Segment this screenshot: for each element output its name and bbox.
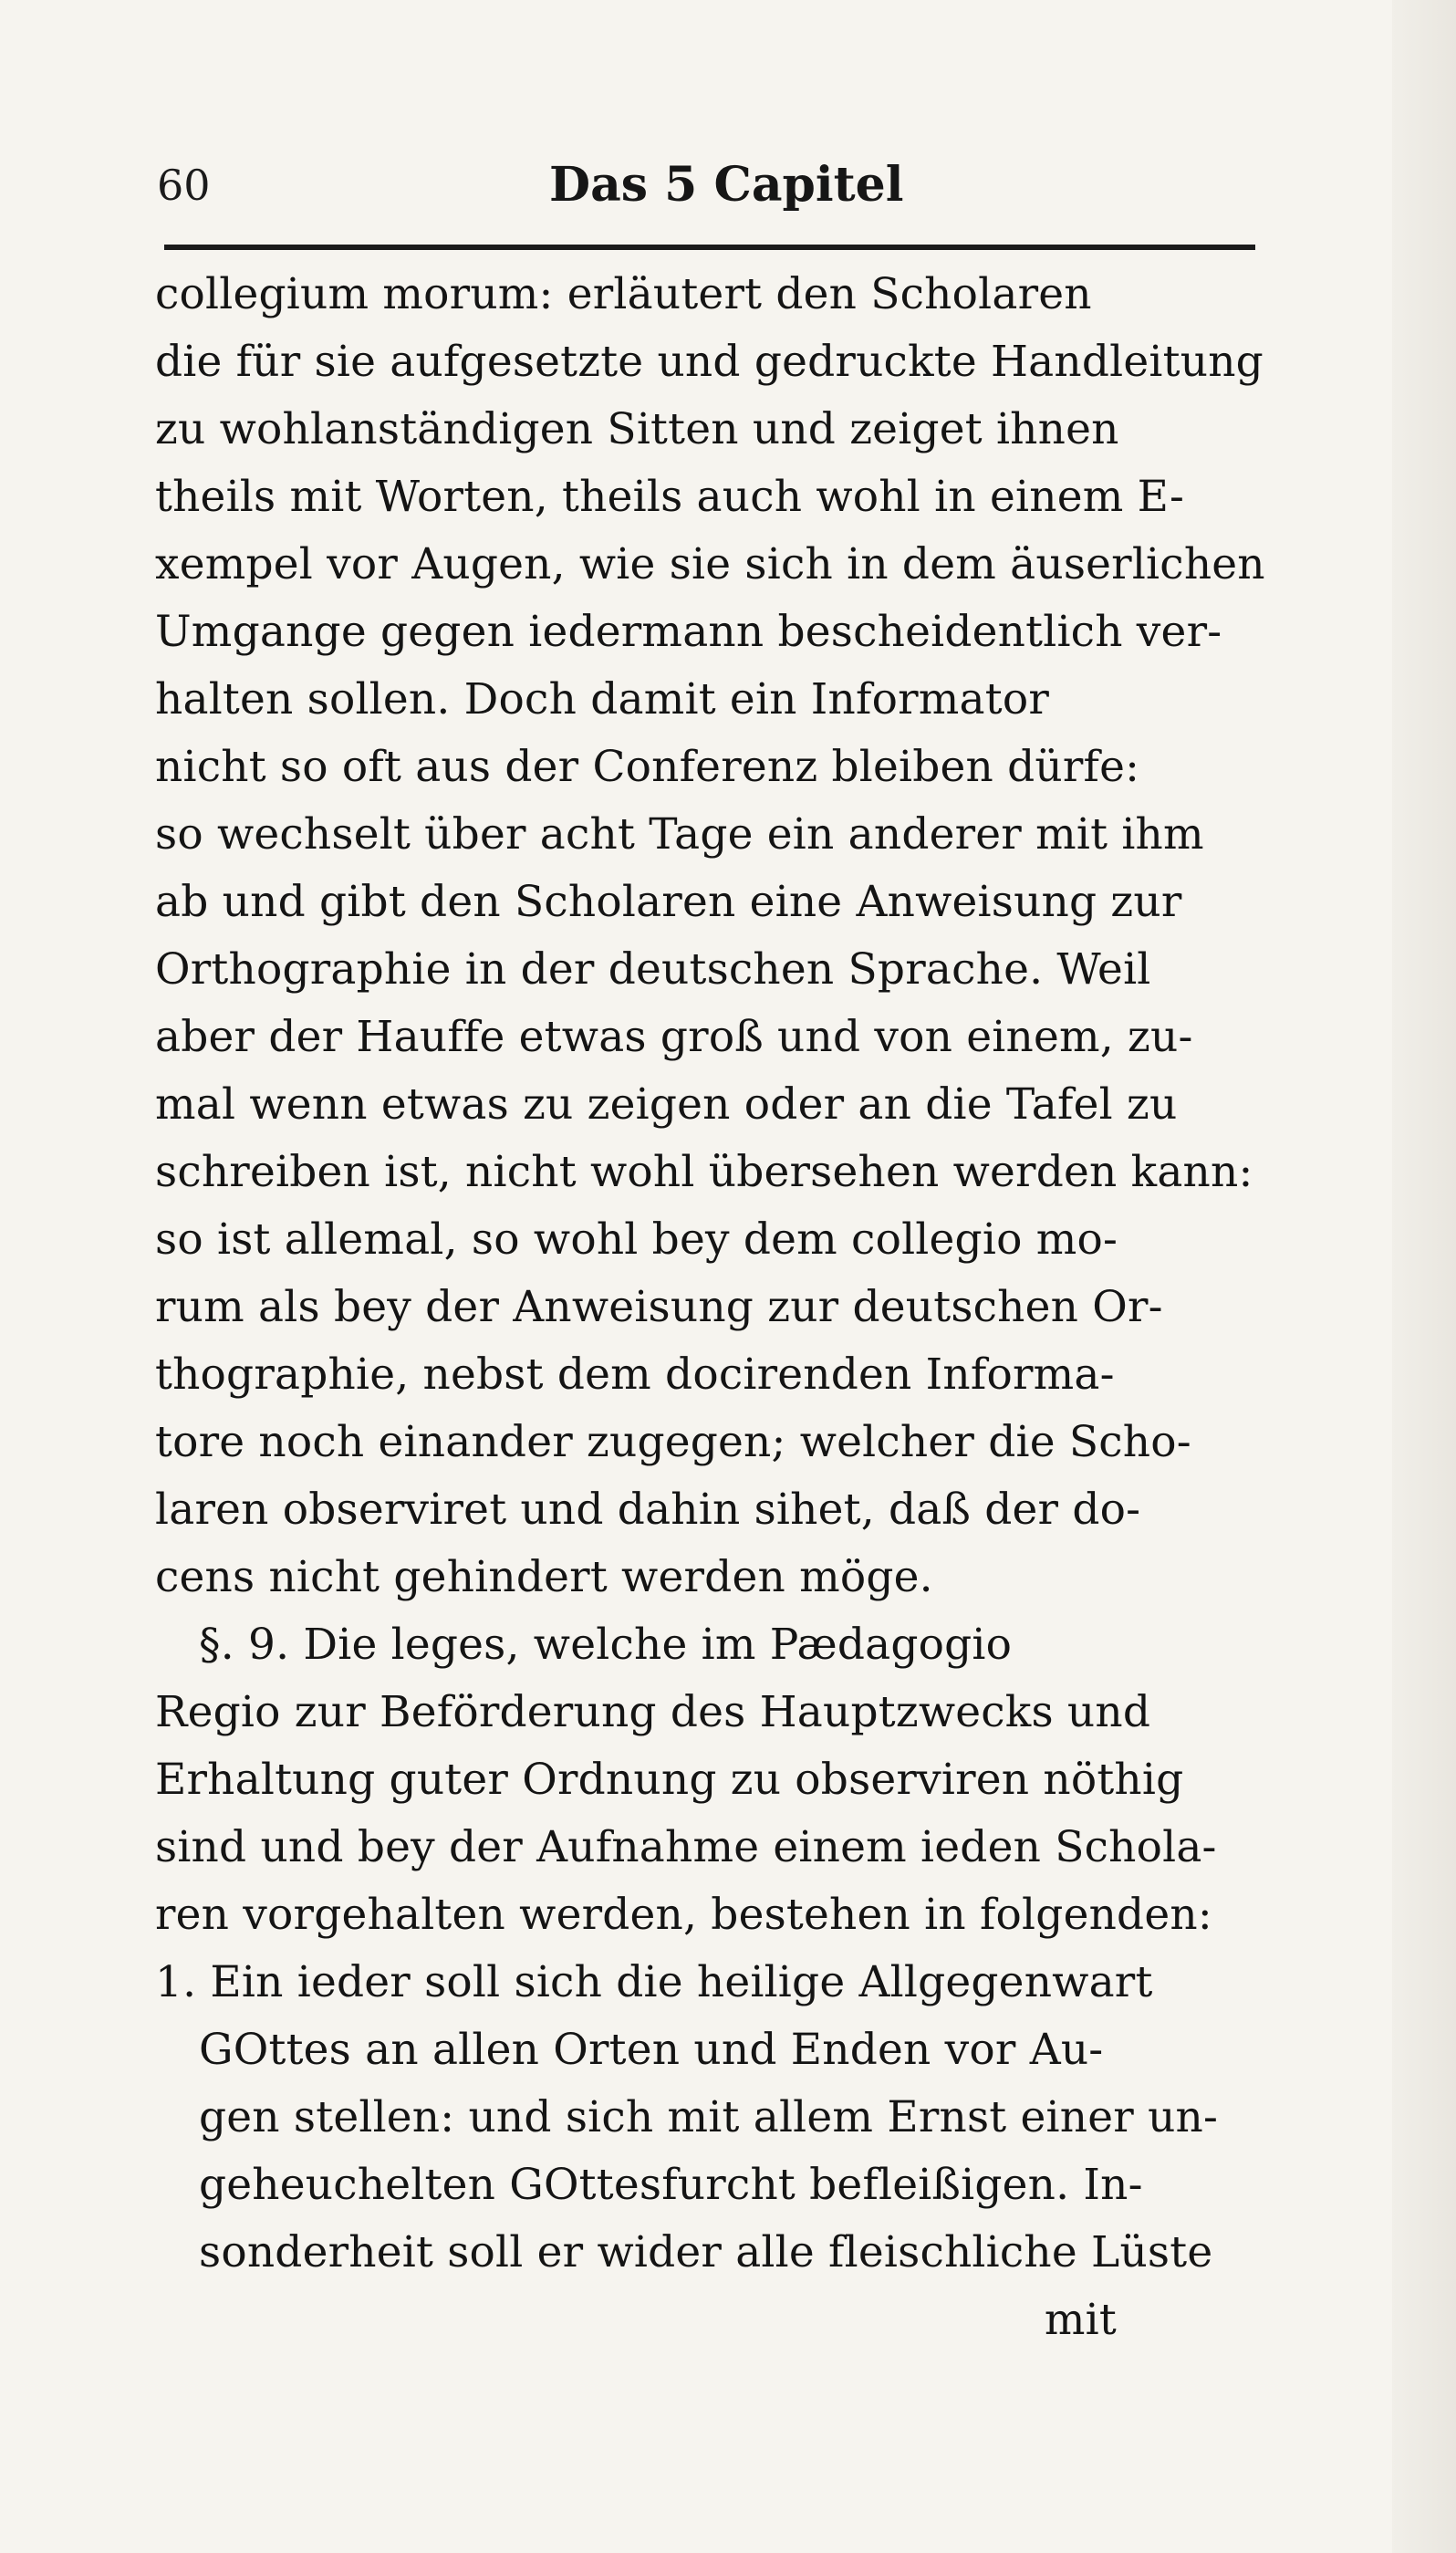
text-line: rum als bey der Anweisung zur deutschen Or- bbox=[155, 1282, 1163, 1332]
page-header bbox=[157, 157, 1261, 221]
text-line: laren observiret und dahin sihet, daß der do- bbox=[155, 1485, 1141, 1535]
text-line: sind und bey der Aufnahme einem ieden Schola- bbox=[155, 1822, 1217, 1872]
page-edge bbox=[1392, 0, 1456, 2553]
text-line: sonderheit soll er wider alle fleischliche Lüste bbox=[199, 2227, 1213, 2277]
catchword: mit bbox=[1044, 2295, 1117, 2345]
text-line: zu wohlanständigen Sitten und zeiget ihnen bbox=[155, 404, 1119, 454]
running-head: Das 5 Capitel bbox=[549, 157, 904, 213]
text-line: so ist allemal, so wohl bey dem collegio mo- bbox=[155, 1214, 1118, 1265]
text-line: collegium morum: erläutert den Scholaren bbox=[155, 269, 1092, 319]
text-line: Orthographie in der deutschen Sprache. Weil bbox=[155, 944, 1151, 995]
text-line: aber der Hauffe etwas groß und von einem, zu- bbox=[155, 1012, 1193, 1062]
rule-item-line: 1. Ein ieder soll sich die heilige Allgegenwart bbox=[155, 1957, 1153, 2007]
text-line: nicht so oft aus der Conferenz bleiben dürfe: bbox=[155, 742, 1140, 792]
text-line: gen stellen: und sich mit allem Ernst einer un- bbox=[199, 2092, 1219, 2142]
text-line: Erhaltung guter Ordnung zu observiren nöthig bbox=[155, 1755, 1184, 1805]
text-line: xempel vor Augen, wie sie sich in dem äuserlichen bbox=[155, 539, 1265, 589]
text-line: GOttes an allen Orten und Enden vor Au- bbox=[199, 2025, 1104, 2075]
text-line: ren vorgehalten werden, bestehen in folgenden: bbox=[155, 1890, 1212, 1940]
text-line: so wechselt über acht Tage ein anderer mit ihm bbox=[155, 809, 1204, 860]
text-line: theils mit Worten, theils auch wohl in einem E- bbox=[155, 472, 1185, 522]
text-line: mal wenn etwas zu zeigen oder an die Tafel zu bbox=[155, 1079, 1178, 1130]
text-line: cens nicht gehindert werden möge. bbox=[155, 1552, 933, 1602]
page-number: 60 bbox=[157, 161, 211, 210]
text-line: thographie, nebst dem docirenden Informa- bbox=[155, 1349, 1115, 1400]
body-text bbox=[155, 261, 1286, 2354]
text-line: Umgange gegen iedermann bescheidentlich ver- bbox=[155, 607, 1222, 657]
section-heading-line: §. 9. Die leges, welche im Pædagogio bbox=[199, 1620, 1013, 1670]
text-line: Regio zur Beförderung des Hauptzwecks und bbox=[155, 1687, 1151, 1737]
text-line: ab und gibt den Scholaren eine Anweisung zur bbox=[155, 877, 1182, 927]
text-line: tore noch einander zugegen; welcher die Scho- bbox=[155, 1417, 1191, 1467]
header-rule bbox=[164, 245, 1255, 250]
text-line: geheuchelten GOttesfurcht befleißigen. In- bbox=[199, 2160, 1143, 2210]
text-line: schreiben ist, nicht wohl übersehen werden kann: bbox=[155, 1147, 1253, 1197]
text-line: die für sie aufgesetzte und gedruckte Handleitung bbox=[155, 337, 1264, 387]
text-line: halten sollen. Doch damit ein Informator bbox=[155, 674, 1050, 724]
